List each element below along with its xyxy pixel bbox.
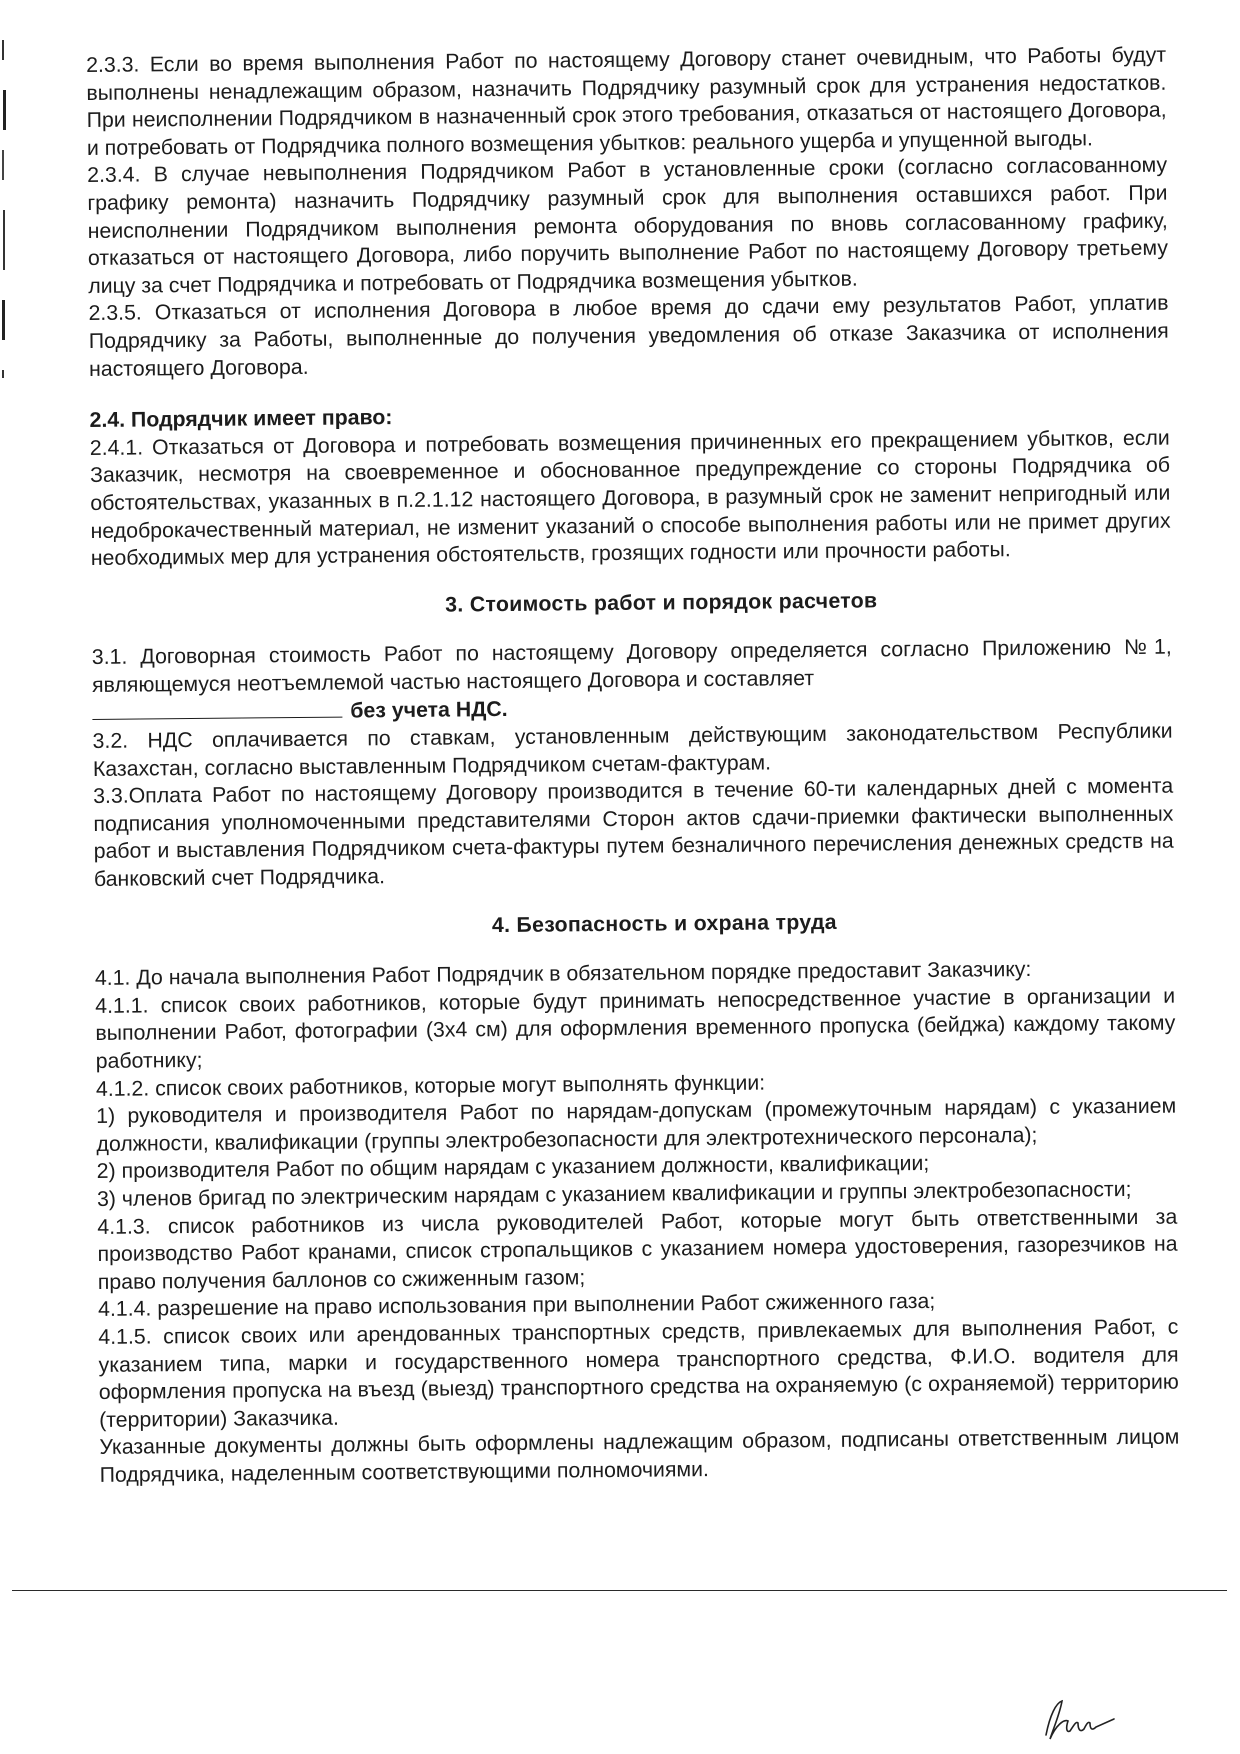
clause-3-1 [92, 634, 1173, 728]
clause-4-1: 4.1. До начала выполнения Работ Подрядчик в обязательном порядке предоставит Заказчику: [94, 957, 1032, 991]
signature-mark [1040, 1695, 1120, 1745]
clause-4-1-1: 4.1.1. список своих работников, которые будут принимать непосредственное участие в организации и выполнении Работ, фотографии (3х4 см) для оформления временного пропуска (бейджа) каждому такому работнику; [95, 983, 1176, 1073]
clause-2-3-4: 2.3.4. В случае невыполнения Подрядчиком Работ в установленные сроки (согласно согласованному графику ремонта) назначить Подрядчику разумный срок для выполнения оставшихся работ. При неисполнении Подрядчиком выполнения ремонта оборудования по вновь согласованному графику, отказаться от настоящего Договора, либо поручить выполнение Работ по настоящему Договору третьему лицу за счет Подрядчика и потребовать от Подрядчика возмещения убытков. [87, 153, 1169, 298]
clause-3-1-text: 3.1. Договорная стоимость Работ по настоящему Договору определяется согласно Приложению №1, являющемуся неотъемлемой частью настоящего Договора и составляет [91, 634, 1172, 697]
clause-2-3-5: 2.3.5. Отказаться от исполнения Договора в любое время до сдачи ему результатов Работ, уплатив Подрядчику за Работы, выполненные до получения уведомления об отказе Заказчика от исполнения настоящего Договора. [88, 290, 1169, 381]
clause-3-3: 3.3.Оплата Работ по настоящему Договору производится в течение 60-ти календарных дней с момента подписания уполномоченными представителями Сторон актов сдачи-приемки фактически выполненных работ и выставления Подрядчиком счета-фактуры путем безналичного перечисления денежных средств на банковский счет Подрядчика. [93, 773, 1174, 891]
clause-4-1-5: 4.1.5. список своих или арендованных транспортных средств, привлекаемых для выполнения Работ, с указанием типа, марки и государственного номера транспортного средства, Ф.И.О. водителя для оформления пропуска на въезд (выезд) транспортного средства на охраняемую (с охраняемой) территорию (территории) Заказчика. [98, 1314, 1179, 1432]
document-body [86, 42, 1180, 1490]
clause-4-1-2: 4.1.2. список своих работников, которые могут выполнять функции: [95, 1070, 766, 1101]
clause-4-1-2-item-1: 1) руководителя и производителя Работ по нарядам-допускам (промежуточным нарядам) с указанием должности, квалификации (группы электробезопасности для электротехнического персонала); [96, 1093, 1177, 1156]
scan-edge-mark [0, 30, 8, 410]
clause-4-1-2-item-2: 2) производителя Работ по общим нарядам с указанием должности, квалификации; [96, 1151, 930, 1184]
clause-4-1-2-item-3: 3) членов бригад по электрическим нарядам с указанием квалификации и группы электробезопасности; [96, 1176, 1132, 1211]
clause-3-2: 3.2. НДС оплачивается по ставкам, установленным действующим законодательством Республики Казахстан, согласно выставленным Подрядчиком счетам-фактурам. [92, 718, 1173, 781]
clause-4-1-3: 4.1.3. список работников из числа руководителей Работ, которые могут быть ответственными за производство Работ кранами, список стропальщиков с указанием номера удостоверения, газорезчиков на право получения баллонов со сжиженным газом; [97, 1204, 1178, 1294]
clause-final-note: Указанные документы должны быть оформлены надлежащим образом, подписаны ответственным лицом Подрядчика, наделенным соответствующими полномочиями. [99, 1424, 1180, 1487]
clause-2-4-1: 2.4.1. Отказаться от Договора и потребовать возмещения причиненных его прекращением убытков, если Заказчик, несмотря на своевременное и обоснованное предупреждение со стороны Подрядчика об обстоятельствах, указанных в п.2.1.12 настоящего Договора, в разумный срок не заменит непригодный или недоброкачественный материал, не изменит указаний о способе выполнения работы или не примет других необходимых мер для устранения обстоятельств, грозящих годности или прочности работы. [89, 425, 1171, 571]
clause-4-1-4: 4.1.4. разрешение на право использования при выполнении Работ сжиженного газа; [97, 1289, 936, 1322]
amount-blank-line [92, 697, 342, 720]
clause-3-1-vat-note: без учета НДС. [350, 697, 508, 723]
heading-2-4: 2.4. Подрядчик имеет право: [89, 405, 393, 433]
horizontal-rule [12, 1590, 1227, 1591]
section-4-title: 4. Безопасность и охрана труда [491, 909, 837, 937]
section-3-title: 3. Стоимость работ и порядок расчетов [445, 588, 878, 617]
clause-2-3-3: 2.3.3. Если во время выполнения Работ по настоящему Договору станет очевидным, что Работы будут выполнены ненадлежащим образом, назначить Подрядчику разумный срок для устранения недостатков. При неисполнении Подрядчиком в назначенный срок этого требования, отказаться от настоящего Договора, и потребовать от Подрядчика полного возмещения убытков: реального ущерба и упущенной выгоды. [86, 42, 1167, 160]
